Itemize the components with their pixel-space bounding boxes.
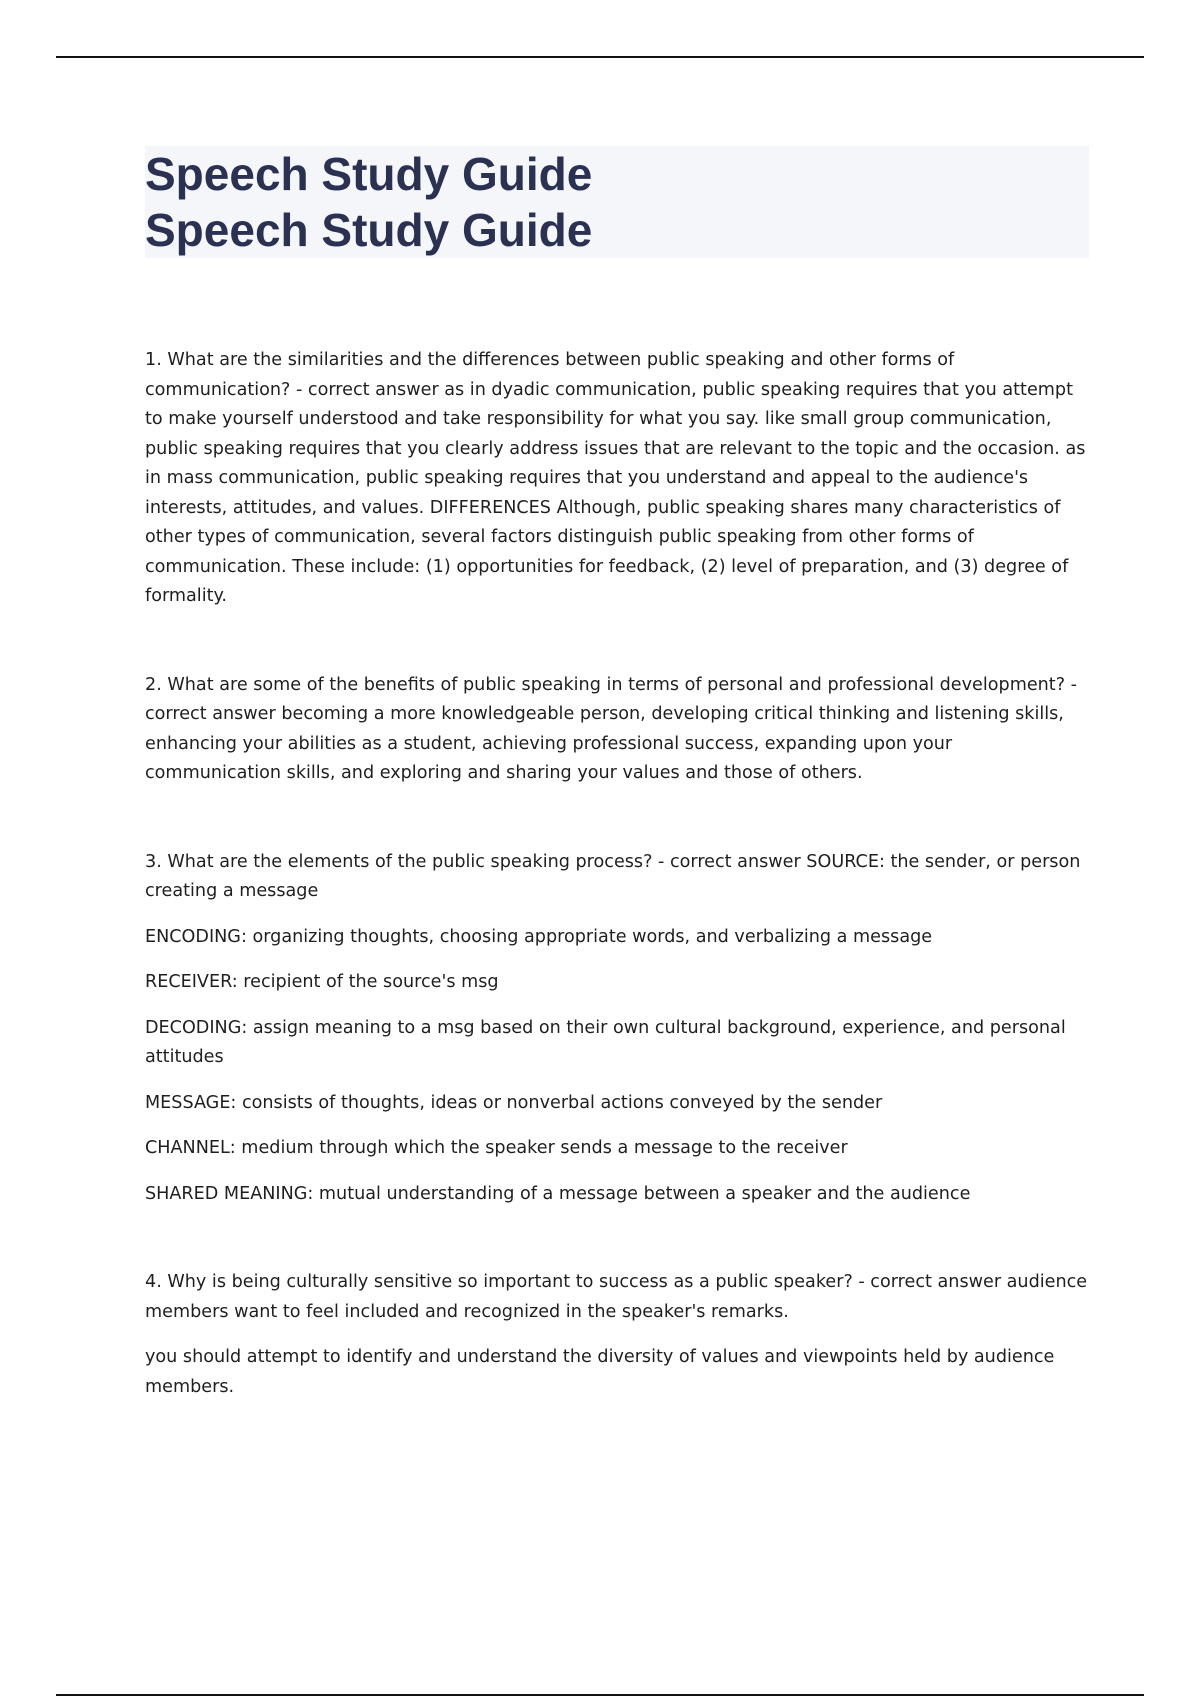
question-4-text: 4. Why is being culturally sensitive so important to success as a public speaker? - correct answer audience members want to feel included and recognized in the speaker's remarks.	[145, 1272, 1088, 1322]
question-3-text: 3. What are the elements of the public speaking process? - correct answer SOURCE: the sender, or person creating a message	[145, 851, 1081, 901]
bottom-divider	[56, 1694, 1144, 1696]
top-divider	[56, 56, 1144, 58]
question-2-text: 2. What are some of the benefits of public speaking in terms of personal and professional development? - correct answer becoming a more knowledgeable person, developing critical thinking and listening skills, enhancing your abilities as a student, achieving professional success, expanding upon your communication skills, and exploring and sharing your values and those of others.	[145, 674, 1077, 783]
element-channel: CHANNEL: medium through which the speaker sends a message to the receiver	[145, 1138, 848, 1158]
document-title-block	[145, 146, 1089, 258]
element-shared-meaning: SHARED MEANING: mutual understanding of a message between a speaker and the audience	[145, 1183, 971, 1204]
question-block-3	[145, 848, 1091, 1210]
element-decoding: DECODING: assign meaning to a msg based on their own cultural background, experience, and personal attitudes	[145, 1017, 1066, 1067]
question-block-1	[145, 346, 1091, 612]
question-4-followup: you should attempt to identify and understand the diversity of values and viewpoints held by audience members.	[145, 1347, 1055, 1397]
document-title: Speech Study Guide	[145, 148, 593, 200]
element-message: MESSAGE: consists of thoughts, ideas or nonverbal actions conveyed by the sender	[145, 1092, 883, 1113]
question-block-2	[145, 671, 1091, 789]
element-encoding: ENCODING: organizing thoughts, choosing appropriate words, and verbalizing a message	[145, 926, 933, 947]
question-1-text: 1. What are the similarities and the differences between public speaking and other forms of communication? - correct answer as in dyadic communication, public speaking requires that you attempt to make yourself understood and take responsibility for what you say. like small group communication, public speaking requires that you clearly address issues that are relevant to the topic and the occasion. as in mass communication, public speaking requires that you understand and appeal to the audience's interests, attitudes, and values. DIFFERENCES Although, public speaking shares many characteristics of other types of communication, several factors distinguish public speaking from other forms of communication. These include: (1) opportunities for feedback, (2) level of preparation, and (3) degree of formality.	[145, 350, 1086, 606]
document-title-repeat: Speech Study Guide	[145, 204, 593, 256]
question-block-4	[145, 1268, 1091, 1402]
document-body	[145, 346, 1091, 1402]
element-receiver: RECEIVER: recipient of the source's msg	[145, 972, 499, 992]
